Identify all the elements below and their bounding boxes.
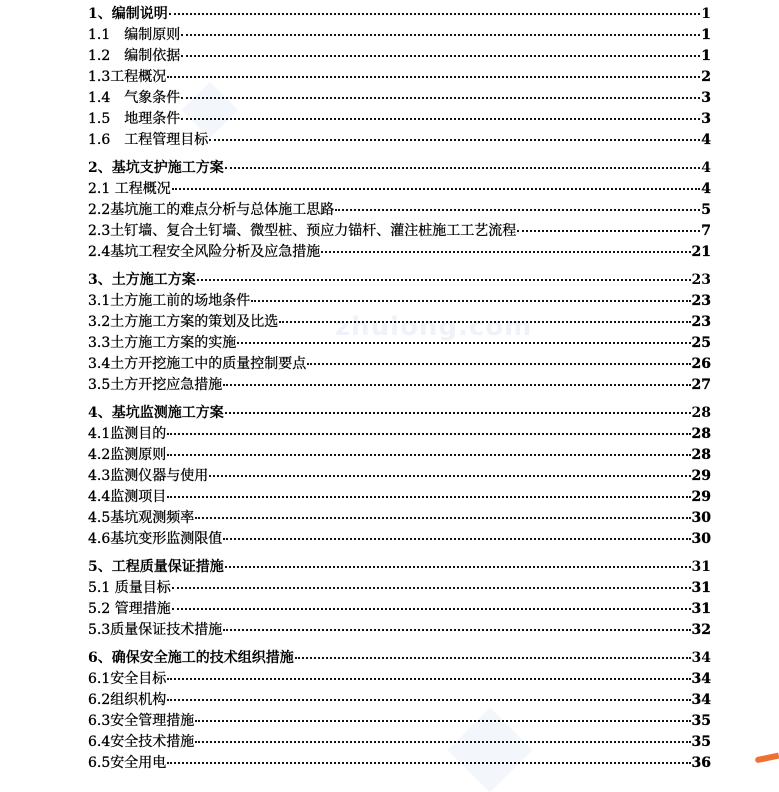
toc-page-number: 4 xyxy=(701,132,711,148)
dot-leader xyxy=(225,167,701,169)
toc-page-number: 27 xyxy=(691,377,711,393)
toc-page-number: 31 xyxy=(691,580,711,596)
toc-entry-label: 2、基坑支护施工方案 xyxy=(88,160,224,176)
toc-page-number: 31 xyxy=(691,601,711,617)
dot-leader xyxy=(307,363,690,365)
dot-leader xyxy=(172,188,701,190)
toc-entry-label: 2.1 工程概况 xyxy=(88,181,171,197)
dot-leader xyxy=(167,678,690,680)
dot-leader xyxy=(209,475,690,477)
toc-entry-label: 1、编制说明 xyxy=(88,6,168,22)
dot-leader xyxy=(172,587,691,589)
toc-page-number: 25 xyxy=(691,335,711,351)
dot-leader xyxy=(237,342,690,344)
dot-leader xyxy=(295,657,691,659)
toc-page-number: 36 xyxy=(691,755,711,771)
toc-entry-label: 4.5基坑观测频率 xyxy=(88,510,195,526)
toc-page-number: 30 xyxy=(691,510,711,526)
toc-page-number: 1 xyxy=(701,48,711,64)
toc-entry-label: 3.4土方开挖施工中的质量控制要点 xyxy=(88,356,307,372)
toc-entry-label: 5、工程质量保证措施 xyxy=(88,559,224,575)
toc-section-entry[interactable] xyxy=(88,648,711,669)
toc-subsection-entry[interactable] xyxy=(88,312,711,333)
toc-page-number: 23 xyxy=(691,293,711,309)
toc-subsection-entry[interactable] xyxy=(88,25,711,46)
toc-page-number: 28 xyxy=(691,405,711,421)
toc-page-number: 34 xyxy=(691,650,711,666)
toc-page-number: 34 xyxy=(691,671,711,687)
dot-leader xyxy=(195,741,690,743)
toc-entry-label: 2.3土钉墙、复合土钉墙、微型桩、预应力锚杆、灌注桩施工工艺流程 xyxy=(88,223,517,239)
dot-leader xyxy=(335,209,700,211)
dot-leader xyxy=(321,251,690,253)
toc-entry-label: 1.3工程概况 xyxy=(88,69,167,85)
toc-subsection-entry[interactable] xyxy=(88,200,711,221)
toc-section-entry[interactable] xyxy=(88,403,711,424)
dot-leader xyxy=(167,76,700,78)
toc-page-number: 35 xyxy=(691,713,711,729)
toc-page-number: 28 xyxy=(691,447,711,463)
toc-page-number: 29 xyxy=(691,468,711,484)
dot-leader xyxy=(167,699,690,701)
toc-entry-label: 1.4 气象条件 xyxy=(88,90,181,106)
toc-entry-label: 3.2土方施工方案的策划及比选 xyxy=(88,314,279,330)
toc-entry-label: 4.1监测目的 xyxy=(88,426,167,442)
toc-entry-label: 5.1 质量目标 xyxy=(88,580,171,596)
toc-subsection-entry[interactable] xyxy=(88,690,711,711)
dot-leader xyxy=(225,412,691,414)
toc-subsection-entry[interactable] xyxy=(88,424,711,445)
toc-page-number: 3 xyxy=(701,90,711,106)
toc-page-number: 32 xyxy=(691,622,711,638)
toc-subsection-entry[interactable] xyxy=(88,109,711,130)
toc-subsection-entry[interactable] xyxy=(88,669,711,690)
toc-entry-label: 1.6 工程管理目标 xyxy=(88,132,209,148)
toc-subsection-entry[interactable] xyxy=(88,375,711,396)
dot-leader xyxy=(181,118,700,120)
toc-page-number: 4 xyxy=(701,160,711,176)
toc-entry-label: 3、土方施工方案 xyxy=(88,272,196,288)
watermark: zhulong.com xyxy=(335,312,533,342)
toc-subsection-entry[interactable] xyxy=(88,445,711,466)
dot-leader xyxy=(181,55,700,57)
toc-subsection-entry[interactable] xyxy=(88,130,711,151)
toc-subsection-entry[interactable] xyxy=(88,466,711,487)
toc-page-number: 2 xyxy=(701,69,711,85)
toc-page-number: 31 xyxy=(691,559,711,575)
toc-subsection-entry[interactable] xyxy=(88,88,711,109)
toc-section-entry[interactable] xyxy=(88,557,711,578)
toc-entry-label: 6.3安全管理措施 xyxy=(88,713,195,729)
toc-entry-label: 6.1安全目标 xyxy=(88,671,167,687)
toc-entry-label: 3.5土方开挖应急措施 xyxy=(88,377,223,393)
toc-page-number: 34 xyxy=(691,692,711,708)
dot-leader xyxy=(209,139,700,141)
dot-leader xyxy=(181,97,700,99)
dot-leader xyxy=(195,517,690,519)
dot-leader xyxy=(181,34,700,36)
toc-entry-label: 6、确保安全施工的技术组织措施 xyxy=(88,650,294,666)
dot-leader xyxy=(517,230,700,232)
dot-leader xyxy=(223,384,690,386)
toc-subsection-entry[interactable] xyxy=(88,508,711,529)
toc-subsection-entry[interactable] xyxy=(88,291,711,312)
toc-page-number: 23 xyxy=(691,272,711,288)
toc-subsection-entry[interactable] xyxy=(88,333,711,354)
dot-leader xyxy=(197,279,691,281)
toc-entry-label: 2.2基坑施工的难点分析与总体施工思路 xyxy=(88,202,335,218)
toc-entry-label: 6.4安全技术措施 xyxy=(88,734,195,750)
toc-subsection-entry[interactable] xyxy=(88,529,711,550)
dot-leader xyxy=(225,566,691,568)
toc-page-number: 7 xyxy=(701,223,711,239)
dot-leader xyxy=(195,720,690,722)
toc-entry-label: 6.2组织机构 xyxy=(88,692,167,708)
toc-entry-label: 1.1 编制原则 xyxy=(88,27,181,43)
toc-page-number: 1 xyxy=(701,6,711,22)
toc-section-entry[interactable] xyxy=(88,158,711,179)
toc-entry-label: 4.4监测项目 xyxy=(88,489,167,505)
toc-section-entry[interactable] xyxy=(88,4,711,25)
toc-entry-label: 3.3土方施工方案的实施 xyxy=(88,335,237,351)
toc-page-number: 3 xyxy=(701,111,711,127)
dot-leader xyxy=(167,454,690,456)
dot-leader xyxy=(279,321,690,323)
toc-page-number: 29 xyxy=(691,489,711,505)
toc-page-number: 30 xyxy=(691,531,711,547)
toc-subsection-entry[interactable] xyxy=(88,753,711,774)
toc-subsection-entry[interactable] xyxy=(88,599,711,620)
toc-subsection-entry[interactable] xyxy=(88,487,711,508)
toc-entry-label: 4、基坑监测施工方案 xyxy=(88,405,224,421)
toc-entry-label: 5.3质量保证技术措施 xyxy=(88,622,223,638)
toc-page-number: 5 xyxy=(701,202,711,218)
toc-subsection-entry[interactable] xyxy=(88,620,711,641)
dot-leader xyxy=(169,13,701,15)
toc-page-number: 26 xyxy=(691,356,711,372)
dot-leader xyxy=(167,496,690,498)
toc-entry-label: 4.6基坑变形监测限值 xyxy=(88,531,223,547)
toc-page-number: 1 xyxy=(701,27,711,43)
toc-entry-label: 6.5安全用电 xyxy=(88,755,167,771)
dot-leader xyxy=(172,608,691,610)
toc-entry-label: 5.2 管理措施 xyxy=(88,601,171,617)
toc-subsection-entry[interactable] xyxy=(88,242,711,263)
toc-page-number: 28 xyxy=(691,426,711,442)
toc-subsection-entry[interactable] xyxy=(88,578,711,599)
toc-entry-label: 4.2监测原则 xyxy=(88,447,167,463)
toc-entry-label: 3.1土方施工前的场地条件 xyxy=(88,293,251,309)
toc-section-entry[interactable] xyxy=(88,270,711,291)
toc-subsection-entry[interactable] xyxy=(88,354,711,375)
toc-subsection-entry[interactable] xyxy=(88,732,711,753)
dot-leader xyxy=(251,300,690,302)
toc-subsection-entry[interactable] xyxy=(88,46,711,67)
toc-page-number: 35 xyxy=(691,734,711,750)
toc-subsection-entry[interactable] xyxy=(88,67,711,88)
dot-leader xyxy=(167,433,690,435)
dot-leader xyxy=(223,629,690,631)
toc-subsection-entry[interactable] xyxy=(88,221,711,242)
toc-entry-label: 1.2 编制依据 xyxy=(88,48,181,64)
toc-page-number: 4 xyxy=(701,181,711,197)
toc-page-number: 23 xyxy=(691,314,711,330)
toc-subsection-entry[interactable] xyxy=(88,179,711,200)
toc-page-number: 21 xyxy=(691,244,711,260)
toc-subsection-entry[interactable] xyxy=(88,711,711,732)
toc-entry-label: 4.3监测仪器与使用 xyxy=(88,468,209,484)
toc-entry-label: 1.5 地理条件 xyxy=(88,111,181,127)
dot-leader xyxy=(167,762,690,764)
table-of-contents xyxy=(88,4,711,774)
toc-entry-label: 2.4基坑工程安全风险分析及应急措施 xyxy=(88,244,321,260)
dot-leader xyxy=(223,538,690,540)
corner-swoosh-icon xyxy=(755,753,779,764)
